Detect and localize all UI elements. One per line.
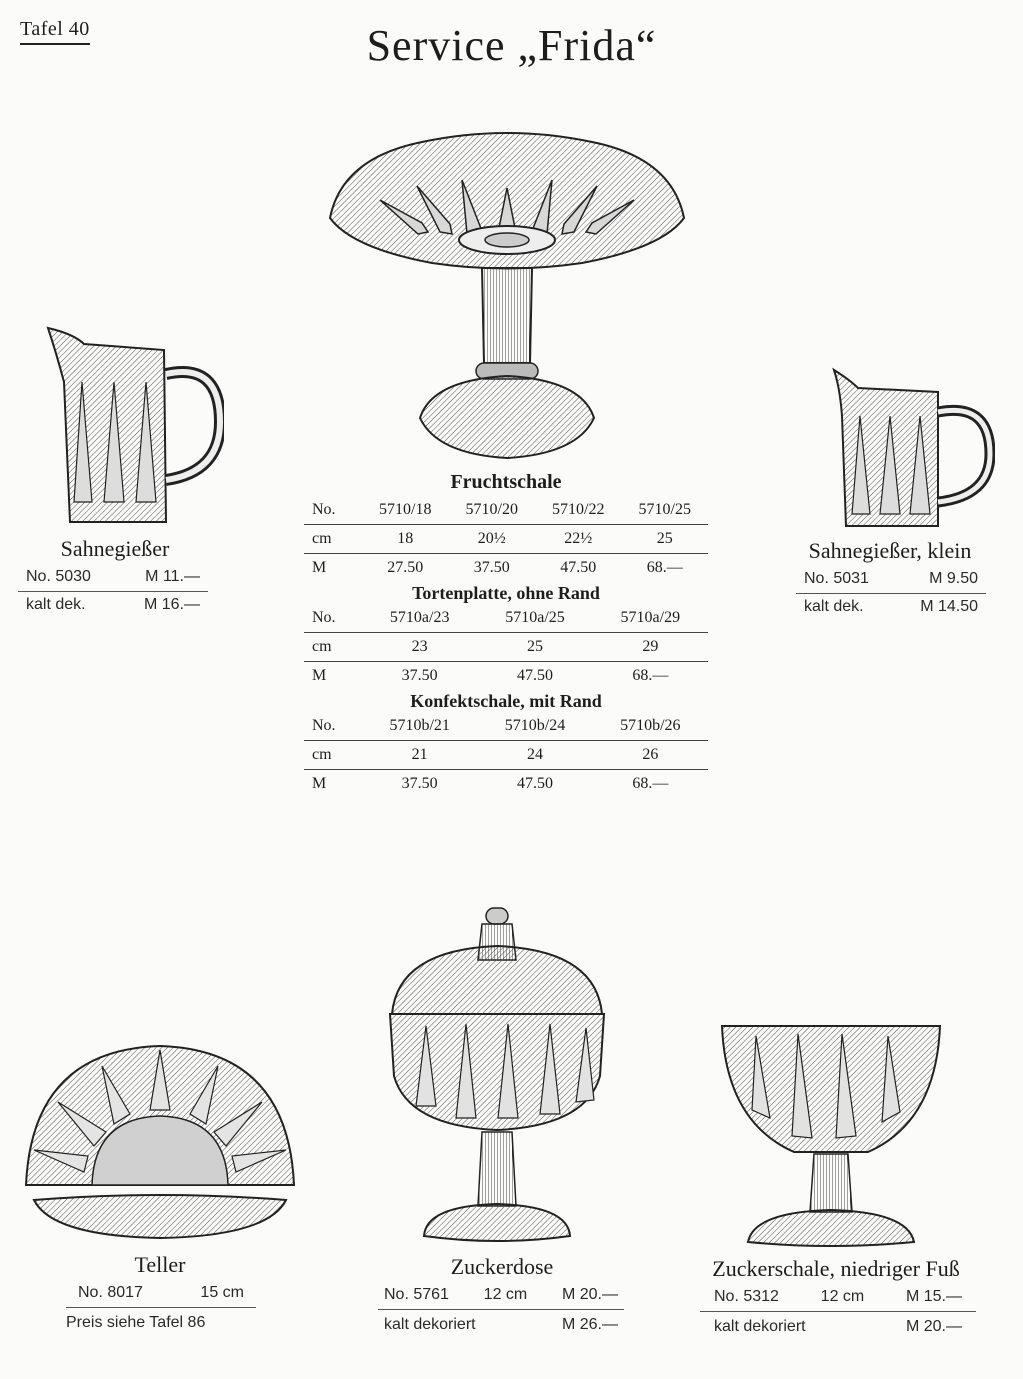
- item-size: 15 cm: [200, 1284, 244, 1301]
- sahnegiesser-name: Sahnegießer: [60, 536, 170, 561]
- table-cell: 5710a/23: [389, 609, 450, 626]
- table-cell: 25: [656, 530, 673, 547]
- sahnegiesser-illustration: [44, 322, 224, 532]
- table-cell: 27.50: [387, 559, 424, 576]
- item-number: No. 5312: [714, 1288, 779, 1305]
- zuckerschale-line1: [700, 1288, 976, 1312]
- item-decoration: kalt dek.: [804, 598, 864, 615]
- zuckerdose-line2: [378, 1316, 624, 1334]
- row-label: M: [312, 667, 327, 684]
- item-price: M 16.—: [143, 596, 200, 613]
- item-price: M 14.50: [920, 598, 978, 615]
- table-cell: 5710/25: [638, 501, 691, 518]
- item-decoration: kalt dekoriert: [714, 1318, 806, 1335]
- item-number: No. 5761: [384, 1286, 449, 1303]
- table-cell: 5710a/29: [620, 609, 681, 626]
- konfektschale-cm-row: [304, 740, 708, 769]
- zuckerdose-line1: [378, 1286, 624, 1310]
- row-label: M: [312, 559, 327, 576]
- table-cell: 47.50: [560, 559, 597, 576]
- zuckerschale-illustration: [718, 1022, 944, 1248]
- table-cell: 22½: [564, 530, 593, 547]
- row-label: cm: [312, 530, 332, 547]
- teller-line2: Preis siehe Tafel 86: [66, 1314, 206, 1331]
- table-cell: 37.50: [473, 559, 510, 576]
- table-cell: 5710/22: [552, 501, 605, 518]
- table-cell: 5710a/25: [505, 609, 565, 626]
- page-title: Service „Frida“: [366, 21, 657, 70]
- zuckerschale-line2: [700, 1318, 976, 1336]
- fruchtschale-cm-row: [304, 524, 708, 553]
- table-cell: 5710b/21: [389, 717, 450, 734]
- row-label: cm: [312, 638, 332, 655]
- item-number: No. 8017: [78, 1284, 143, 1301]
- item-price: M 11.—: [145, 568, 200, 585]
- price-table: [304, 468, 708, 798]
- fruchtschale-title: Fruchtschale: [450, 471, 562, 493]
- table-cell: 24: [526, 746, 543, 763]
- sahnegiesser-klein-illustration: [830, 366, 995, 536]
- zuckerschale-name: Zuckerschale, niedriger Fuß: [712, 1256, 960, 1281]
- table-cell: 23: [411, 638, 428, 655]
- item-price: M 20.—: [905, 1318, 962, 1335]
- zuckerdose-illustration: [386, 906, 608, 1244]
- table-cell: 37.50: [401, 775, 438, 792]
- item-price: M 20.—: [561, 1286, 618, 1303]
- row-label: M: [312, 775, 327, 792]
- teller-illustration: [22, 1040, 298, 1240]
- sahnegiesser-klein-line2: [796, 598, 986, 616]
- table-cell: 5710/20: [465, 501, 518, 518]
- plate-number: Tafel 40: [20, 18, 90, 45]
- table-cell: 37.50: [401, 667, 438, 684]
- table-cell: 68.—: [632, 667, 669, 684]
- tortenplatte-cm-row: [304, 632, 708, 661]
- item-price: M 26.—: [561, 1316, 618, 1333]
- row-label: cm: [312, 746, 332, 763]
- sahnegiesser-klein-name: Sahnegießer, klein: [808, 538, 972, 563]
- table-cell: 29: [642, 638, 659, 655]
- fruchtschale-illustration: [322, 128, 692, 463]
- zuckerdose-name: Zuckerdose: [450, 1254, 554, 1279]
- table-cell: 47.50: [516, 667, 553, 684]
- table-cell: 25: [526, 638, 543, 655]
- row-label: No.: [312, 501, 336, 518]
- table-cell: 20½: [477, 530, 506, 547]
- tortenplatte-no-row: [304, 604, 708, 632]
- table-cell: 68.—: [646, 559, 683, 576]
- sahnegiesser-klein-line1: [796, 570, 986, 594]
- teller-name: Teller: [134, 1252, 186, 1277]
- table-cell: 68.—: [632, 775, 669, 792]
- table-cell: 5710b/24: [504, 717, 566, 734]
- item-price: M 15.—: [905, 1288, 962, 1305]
- item-number: No. 5030: [26, 568, 91, 585]
- item-decoration: kalt dekoriert: [384, 1316, 476, 1333]
- sahnegiesser-line1: [18, 568, 208, 592]
- tortenplatte-m-row: [304, 661, 708, 690]
- tortenplatte-title: Tortenplatte, ohne Rand: [412, 583, 600, 603]
- teller-line1: [66, 1284, 256, 1308]
- fruchtschale-m-row: [304, 553, 708, 582]
- konfektschale-no-row: [304, 712, 708, 740]
- row-label: No.: [312, 609, 336, 626]
- item-number: No. 5031: [804, 570, 869, 587]
- table-cell: 5710/18: [379, 501, 432, 518]
- item-decoration: kalt dek.: [26, 596, 86, 613]
- table-cell: 5710b/26: [620, 717, 681, 734]
- item-price: M 9.50: [929, 570, 978, 587]
- item-size: 12 cm: [820, 1288, 865, 1305]
- row-label: No.: [312, 717, 336, 734]
- fruchtschale-no-row: [304, 496, 708, 524]
- table-cell: 21: [411, 746, 428, 763]
- item-size: 12 cm: [483, 1286, 528, 1303]
- table-cell: 26: [642, 746, 659, 763]
- konfektschale-title: Konfektschale, mit Rand: [410, 691, 602, 711]
- sahnegiesser-line2: [18, 596, 208, 614]
- table-cell: 47.50: [516, 775, 553, 792]
- konfektschale-m-row: [304, 769, 708, 798]
- table-cell: 18: [397, 530, 414, 547]
